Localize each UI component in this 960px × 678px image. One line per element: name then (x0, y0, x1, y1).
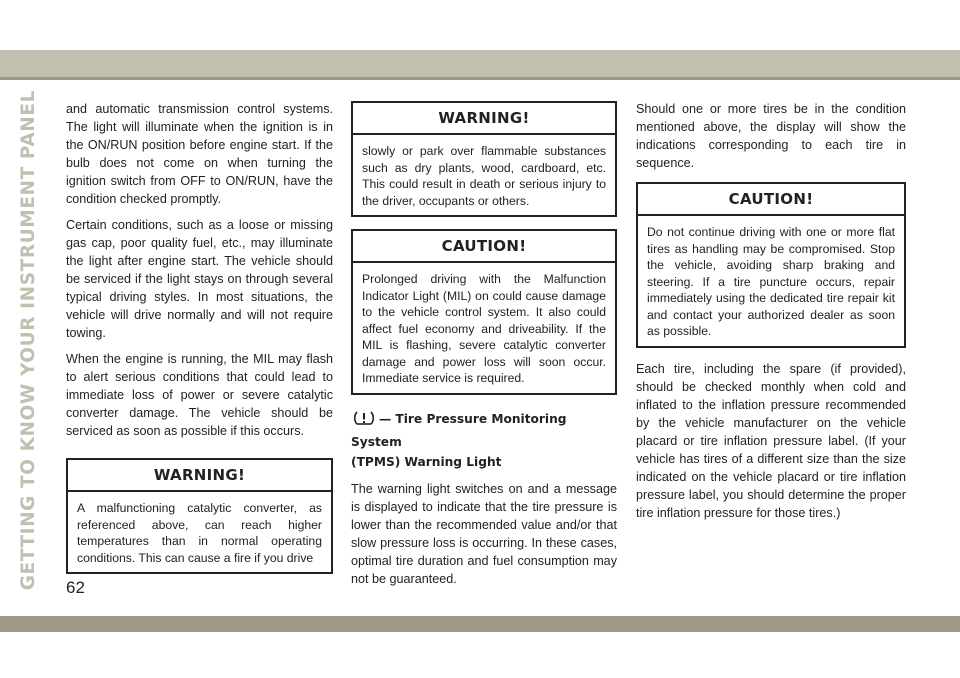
sidebar-section-title (14, 89, 42, 591)
caution-box-mil (351, 229, 617, 395)
header-band-stripe (0, 77, 960, 80)
paragraph-tpms-description: The warning light switches on and a message is displayed to indicate that the tire pressure is lower than the recommended value and/or that slow pressure loss is occurring. In these cases, optimal tire duration and fuel consumption may not be guaranteed. (351, 481, 617, 586)
column-1 (66, 100, 333, 586)
caution-title: CAUTION! (441, 237, 527, 255)
sidebar-title-text: GETTING TO KNOW YOUR INSTRUMENT PANEL (17, 89, 39, 591)
paragraph-mil-illumination: and automatic transmission control systems. The light will illuminate when the ignition is in the ON/RUN position before engine start. If the bulb does not come on when turning the ignition switch from OFF to ON/RUN, have the condition checked promptly. (66, 102, 333, 206)
tpms-heading (351, 409, 617, 472)
footer-band (0, 616, 960, 632)
warning-body: slowly or park over flammable substances such as dry plants, wood, cardboard, etc. This could result in death or serious injury to the driver, occupants or others. (362, 144, 606, 208)
warning-title: WARNING! (438, 109, 530, 127)
caution-box-flat-tires (636, 182, 906, 348)
tpms-heading-part1: — Tire Pressure Monitoring System (351, 411, 567, 449)
page-number: 62 (66, 578, 85, 597)
paragraph-tire-display: Should one or more tires be in the condition mentioned above, the display will show the indications corresponding to each tire in sequence. (636, 102, 906, 170)
paragraph-tire-check: Each tire, including the spare (if provided), should be checked monthly when cold and inflated to the inflation pressure recommended by the vehicle manufacturer on the vehicle placard or tire inflation pressure label. (If your vehicle has tires of a different size than the size indicated on the vehicle placard or tire inflation pressure label, you should determine the proper tire inflation pressure for those tires.) (636, 361, 906, 520)
header-band (0, 50, 960, 80)
paragraph-mil-flash: When the engine is running, the MIL may flash to alert serious conditions that could lead to immediate loss of power or severe catalytic converter damage. The vehicle should be serviced as soon as possible if this occurs. (66, 352, 333, 438)
paragraph-conditions: Certain conditions, such as a loose or missing gas cap, poor quality fuel, etc., may illuminate the light after engine start. The vehicle should be serviced if the light stays on through several typical driving styles. In most situations, the vehicle will drive normally and will not require towing. (66, 218, 333, 340)
warning-box-continued (351, 101, 617, 217)
tpms-heading-part2: (TPMS) Warning Light (351, 454, 502, 469)
tire-pressure-warning-icon (353, 410, 375, 432)
caution-body: Prolonged driving with the Malfunction Indicator Light (MIL) on could cause damage to the vehicle control system. It also could affect fuel economy and driveability. If the MIL is flashing, severe catalytic converter damage and power loss will soon occur. Immediate service is required. (362, 272, 606, 385)
warning-body: A malfunctioning catalytic converter, as referenced above, can reach higher temperatures than in normal operating conditions. This can cause a fire if you drive (77, 501, 322, 565)
caution-title: CAUTION! (728, 190, 814, 208)
column-3 (636, 100, 906, 532)
warning-title: WARNING! (153, 466, 246, 484)
warning-box-catalytic (66, 458, 333, 574)
caution-body: Do not continue driving with one or more flat tires as handling may be compromised. Stop the vehicle, avoiding sharp braking and steering. If a tire puncture occurs, repair immediately using the dedicated tire repair kit and contact your authorized dealer as soon as possible. (647, 225, 895, 338)
column-2 (351, 101, 617, 596)
